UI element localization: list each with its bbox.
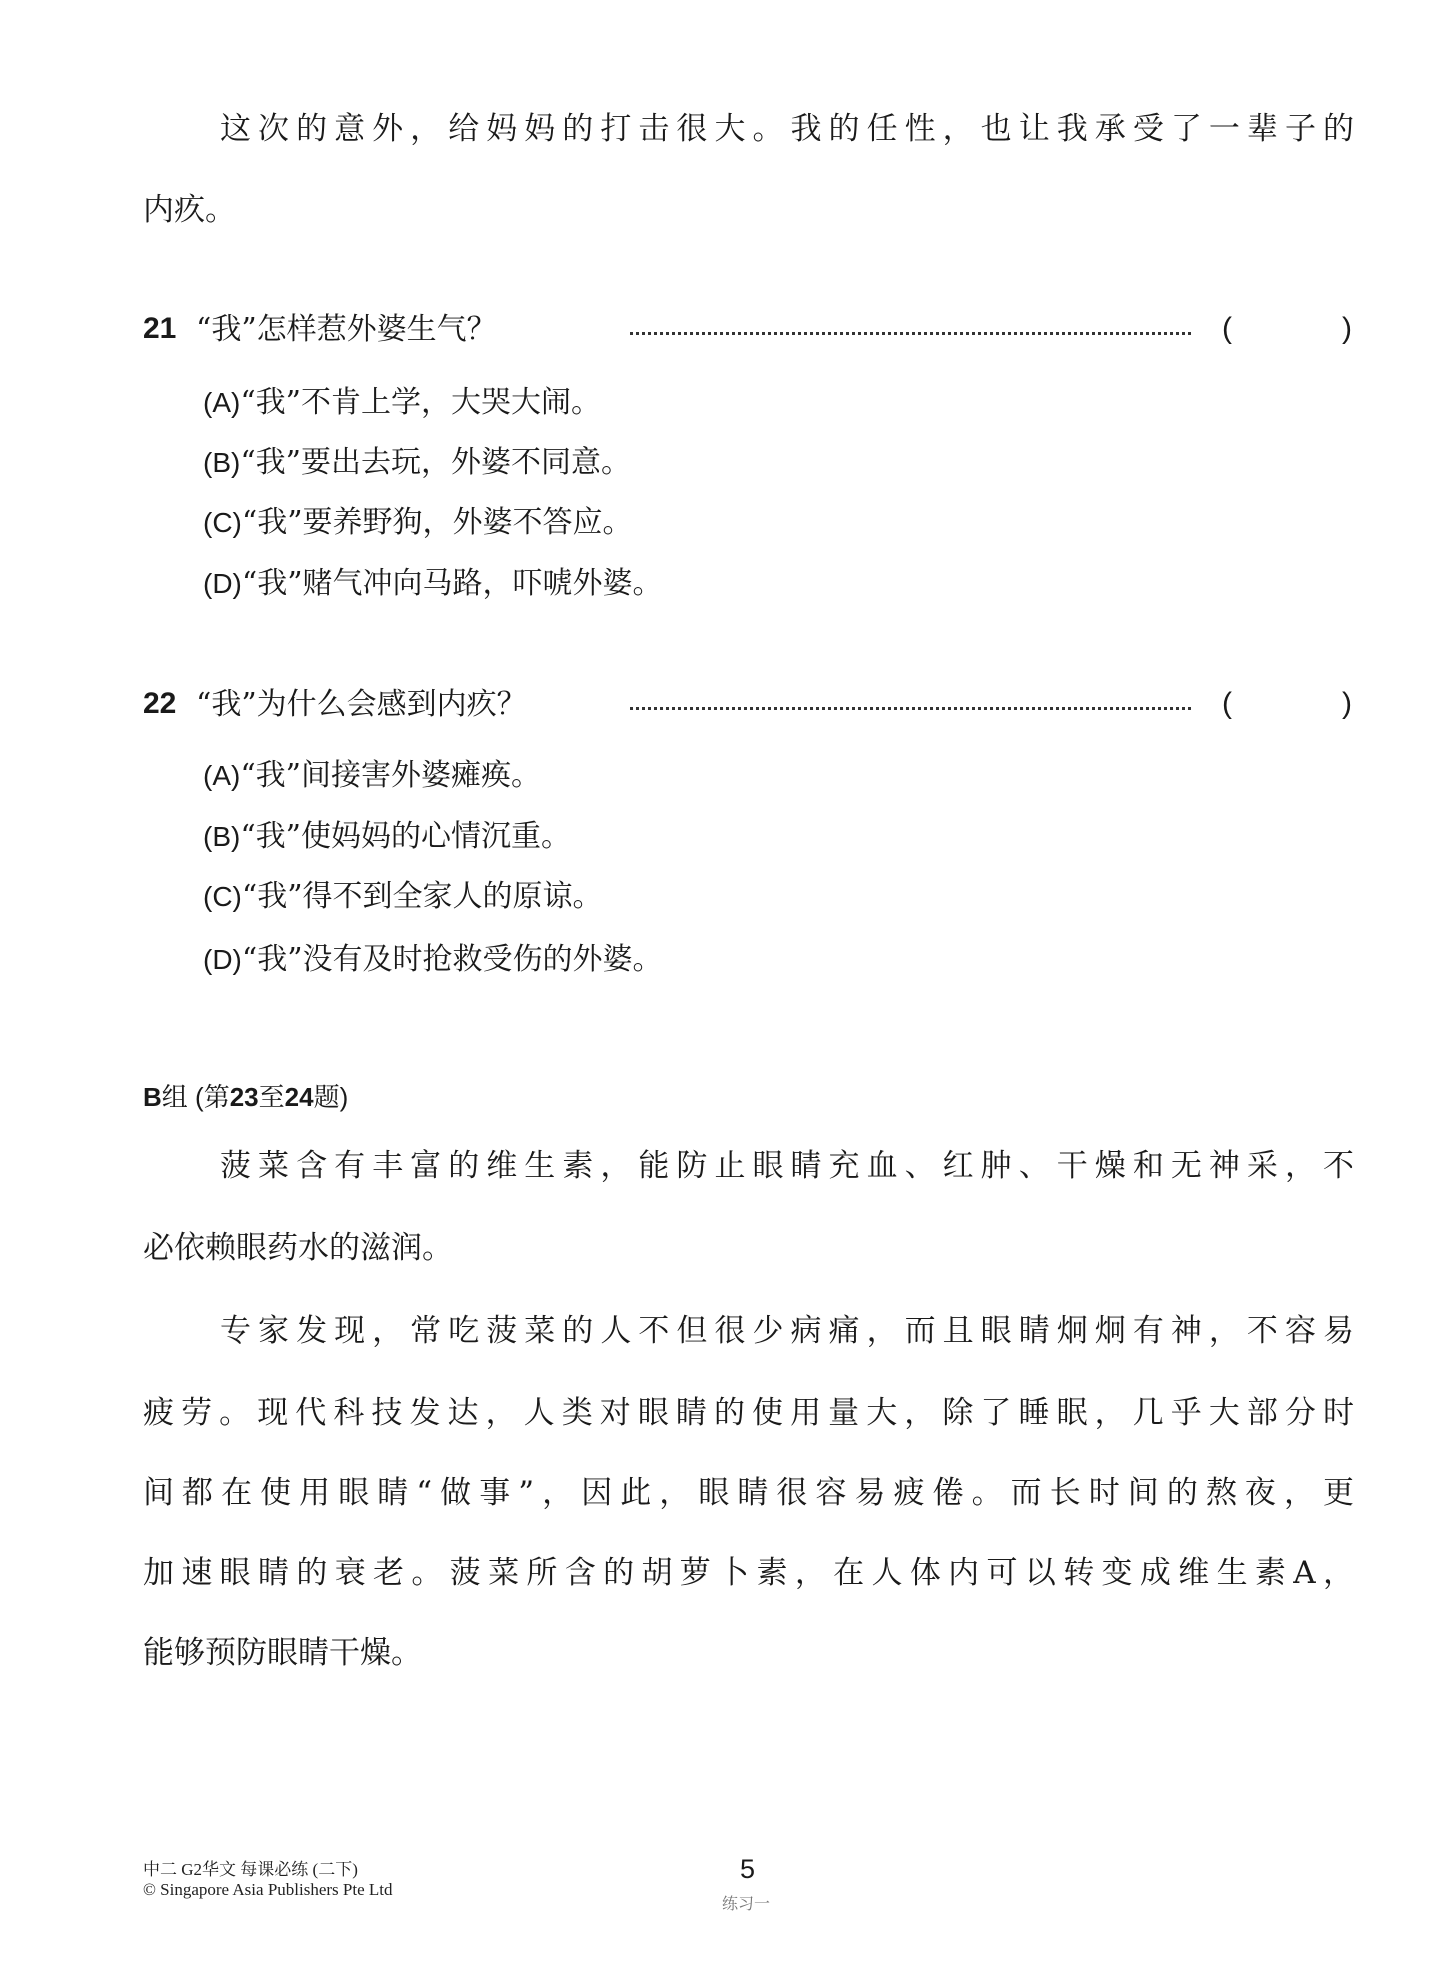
passage-line: 菠菜含有丰富的维生素，能防止眼睛充血、红肿、干燥和无神采，不 <box>220 1148 1354 1184</box>
passage-line: 加速眼睛的衰老。菠菜所含的胡萝卜素，在人体内可以转变成维生素A， <box>143 1555 1354 1591</box>
question-text: “我”怎样惹外婆生气？ <box>196 312 497 347</box>
question-number: 22 <box>143 687 177 720</box>
option-c: (C)“我”得不到全家人的原谅。 <box>203 879 603 914</box>
answer-paren-open: ( <box>1222 687 1232 720</box>
option-a: (A)“我”不肯上学，大哭大闹。 <box>203 385 602 420</box>
page-number: 5 <box>740 1854 756 1884</box>
passage-line: 内疚。 <box>143 192 236 228</box>
option-d: (D)“我”没有及时抢救受伤的外婆。 <box>203 942 663 977</box>
option-c: (C)“我”要养野狗，外婆不答应。 <box>203 505 633 540</box>
answer-paren-close: ) <box>1342 687 1352 720</box>
option-b: (B)“我”要出去玩，外婆不同意。 <box>203 445 632 480</box>
answer-paren-open: ( <box>1222 312 1232 345</box>
option-a: (A)“我”间接害外婆瘫痪。 <box>203 758 542 793</box>
passage-line: 疲劳。现代科技发达，人类对眼睛的使用量大，除了睡眠，几乎大部分时 <box>143 1395 1354 1431</box>
passage-line: 专家发现，常吃菠菜的人不但很少病痛，而且眼睛炯炯有神，不容易 <box>220 1313 1354 1349</box>
question-text: “我”为什么会感到内疚？ <box>196 687 527 722</box>
book-title: 中二 G2华文 每课必练 (二下) <box>143 1860 358 1879</box>
answer-paren-close: ) <box>1342 312 1352 345</box>
exercise-label: 练习一 <box>722 1896 771 1913</box>
passage-line: 间都在使用眼睛“做事”，因此，眼睛很容易疲倦。而长时间的熬夜，更 <box>143 1475 1354 1511</box>
passage-line: 必依赖眼药水的滋润。 <box>143 1230 453 1266</box>
option-b: (B)“我”使妈妈的心情沉重。 <box>203 819 572 854</box>
passage-line: 这次的意外，给妈妈的打击很大。我的任性，也让我承受了一辈子的 <box>220 111 1354 147</box>
passage-line: 能够预防眼睛干燥。 <box>143 1635 422 1671</box>
section-b-heading: B组 (第23至24题) <box>143 1082 349 1112</box>
option-d: (D)“我”赌气冲向马路，吓唬外婆。 <box>203 566 663 601</box>
question-number: 21 <box>143 312 177 345</box>
dotted-leader <box>630 332 1191 335</box>
dotted-leader <box>630 707 1191 710</box>
copyright: © Singapore Asia Publishers Pte Ltd <box>143 1880 393 1899</box>
